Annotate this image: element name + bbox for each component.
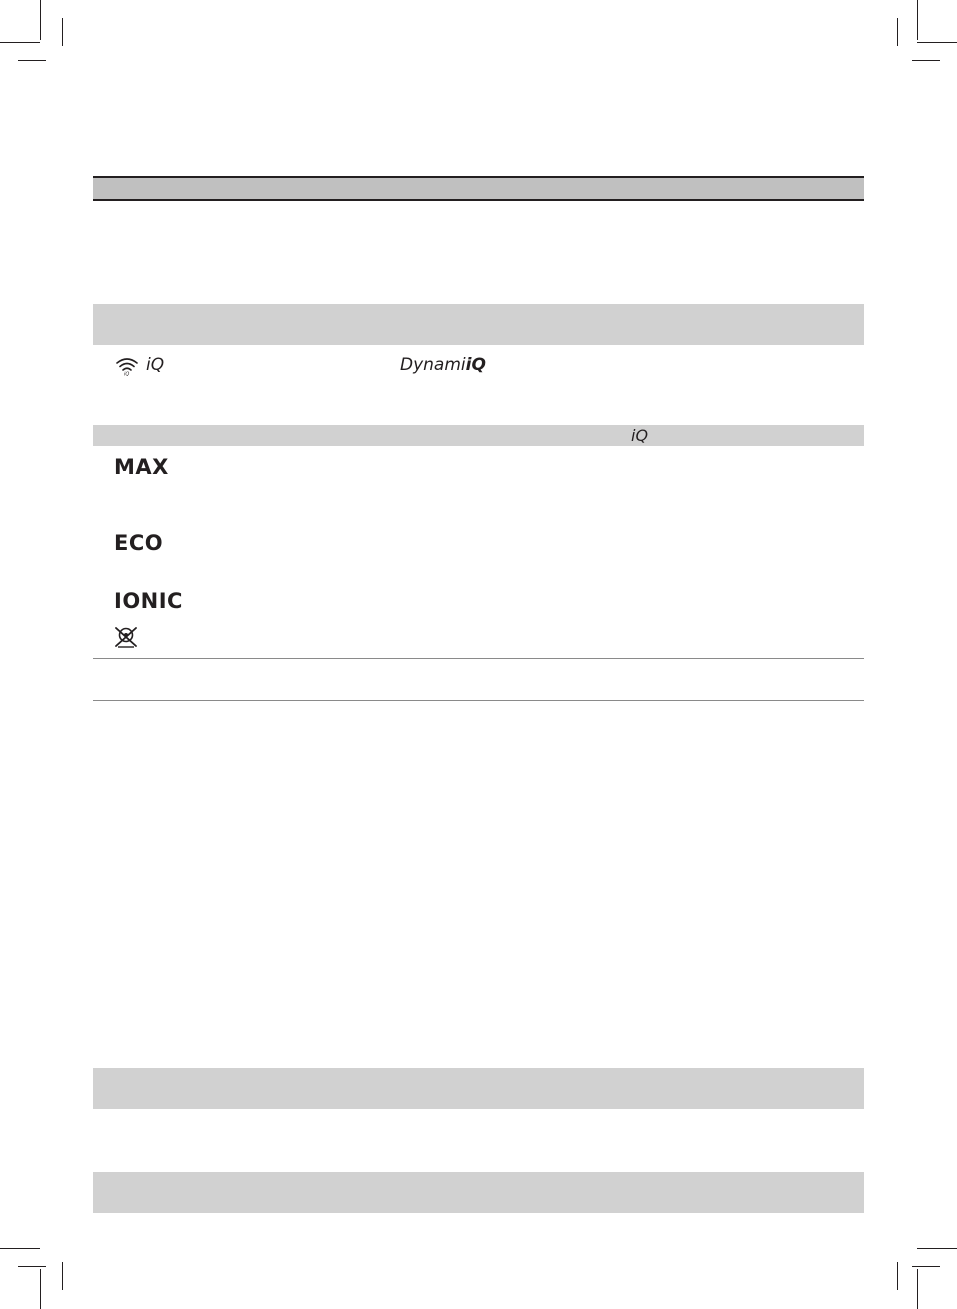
section-band: [93, 304, 864, 345]
crop-mark: [0, 1248, 40, 1249]
crop-mark: [912, 1266, 940, 1267]
mode-eco-label: ECO: [114, 531, 164, 555]
crop-mark: [0, 42, 40, 43]
allergy-filter-icon: [114, 626, 138, 652]
section-band: [93, 1172, 864, 1213]
mode-max-label: MAX: [114, 455, 169, 479]
modes-header-iq-label: iQ: [631, 426, 649, 445]
modes-header-band: [93, 425, 864, 446]
crop-mark: [917, 42, 957, 43]
iq-label: iQ: [146, 355, 165, 375]
crop-mark: [18, 1266, 46, 1267]
wifi-iq-icon: [115, 356, 139, 380]
svg-text:iQ: iQ: [124, 371, 130, 376]
brand-light: Dynami: [400, 355, 466, 375]
table-rule: [93, 658, 864, 659]
crop-mark: [912, 60, 940, 61]
table-rule: [93, 700, 864, 701]
dynamiq-brand: [400, 357, 486, 374]
crop-mark: [62, 1262, 63, 1290]
crop-mark: [897, 1262, 898, 1290]
crop-mark: [18, 60, 46, 61]
mode-ionic-label: IONIC: [114, 589, 183, 613]
crop-mark: [40, 0, 41, 40]
section-band: [93, 1068, 864, 1109]
crop-mark: [917, 0, 918, 40]
crop-mark: [897, 18, 898, 46]
title-band: [93, 176, 864, 201]
crop-mark: [62, 18, 63, 46]
crop-mark: [917, 1248, 957, 1249]
crop-mark: [917, 1269, 918, 1309]
brand-bold: iQ: [465, 355, 486, 375]
crop-mark: [40, 1269, 41, 1309]
